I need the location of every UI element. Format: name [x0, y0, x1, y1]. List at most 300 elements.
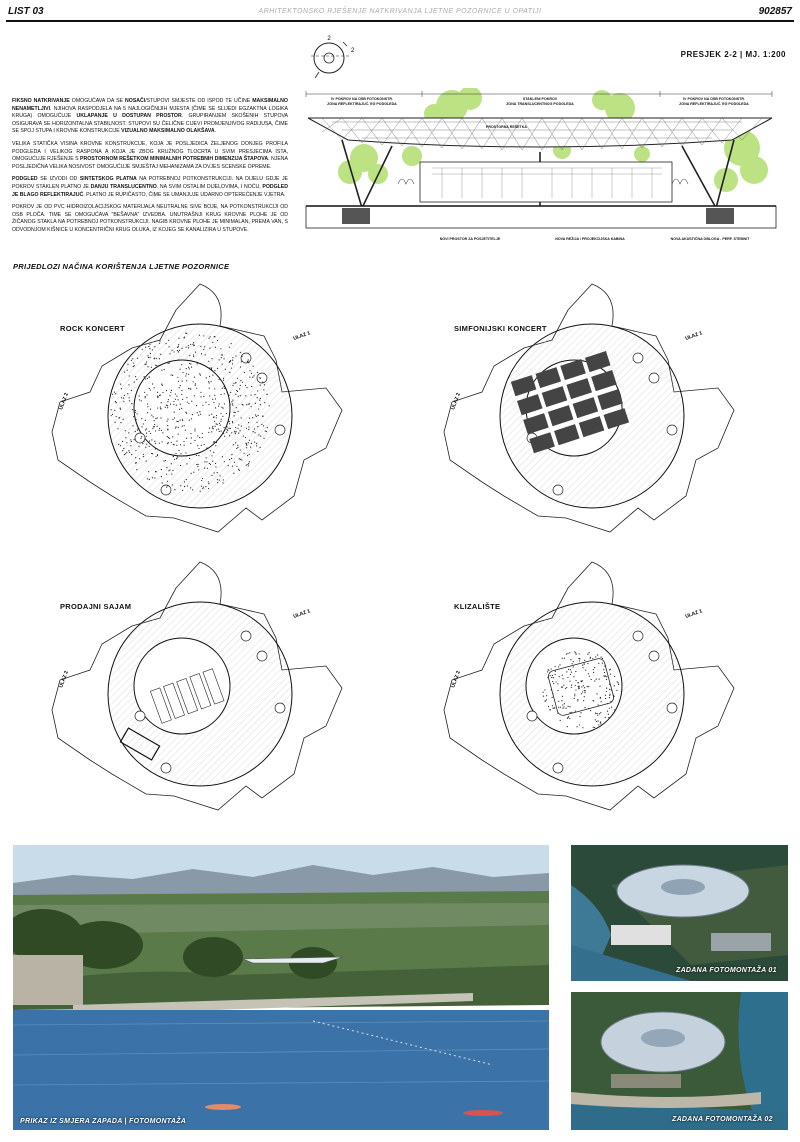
crowd-dot [145, 420, 146, 421]
crowd-dot [550, 709, 551, 710]
crowd-dot [166, 404, 167, 405]
crowd-dot [231, 454, 232, 455]
crowd-dot [246, 465, 247, 466]
crowd-dot [186, 333, 187, 334]
crowd-dot [236, 448, 237, 449]
crowd-dot [232, 422, 233, 423]
crowd-dot [174, 417, 175, 418]
crowd-dot [249, 377, 250, 378]
crowd-dot [590, 710, 591, 711]
crowd-dot [570, 674, 571, 675]
crowd-dot [546, 699, 547, 700]
crowd-dot [157, 397, 158, 398]
crowd-dot [155, 448, 156, 449]
crowd-dot [185, 430, 186, 431]
crowd-dot [235, 382, 236, 383]
crowd-dot [132, 409, 133, 410]
crowd-dot [206, 447, 207, 448]
crowd-dot [145, 364, 146, 365]
crowd-dot [193, 356, 194, 357]
crowd-dot [125, 437, 126, 438]
crowd-dot [122, 419, 123, 420]
crowd-dot [160, 354, 161, 355]
crowd-dot [174, 489, 175, 490]
crowd-dot [135, 412, 136, 413]
crowd-dot [245, 443, 246, 444]
crowd-dot [584, 660, 585, 661]
crowd-dot [124, 395, 125, 396]
crowd-dot [149, 344, 150, 345]
crowd-dot [116, 402, 117, 403]
crowd-dot [582, 691, 583, 692]
plan-sales-fair [50, 560, 350, 820]
crowd-dot [179, 350, 180, 351]
crowd-dot [172, 484, 173, 485]
crowd-dot [208, 361, 209, 362]
crowd-dot [201, 445, 202, 446]
crowd-dot [153, 416, 154, 417]
crowd-dot [249, 418, 250, 419]
entrance-label-1: ULAZ 1 [292, 608, 312, 620]
crowd-dot [146, 460, 147, 461]
crowd-dot [198, 469, 199, 470]
crowd-dot [229, 347, 230, 348]
crowd-dot [139, 458, 140, 459]
crowd-dot [167, 401, 168, 402]
crowd-dot [130, 445, 131, 446]
crowd-dot [215, 407, 216, 408]
crowd-dot [548, 706, 549, 707]
crowd-dot [148, 471, 149, 472]
crowd-dot [598, 704, 599, 705]
crowd-dot [202, 437, 203, 438]
crowd-dot [183, 455, 184, 456]
crowd-dot [208, 481, 209, 482]
plan-label: KLIZALIŠTE [454, 602, 501, 611]
crowd-dot [176, 441, 177, 442]
crowd-dot [144, 376, 145, 377]
crowd-dot [228, 428, 229, 429]
crowd-dot [241, 417, 242, 418]
crowd-dot [150, 409, 151, 410]
crowd-dot [232, 359, 233, 360]
crowd-dot [580, 680, 581, 681]
crowd-dot [238, 469, 239, 470]
crowd-dot [254, 394, 255, 395]
crowd-dot [203, 335, 204, 336]
crowd-dot [606, 679, 607, 680]
crowd-dot [188, 345, 189, 346]
aerial-caption-2: ZADANA FOTOMONTAŽA 02 [672, 1116, 773, 1123]
uses-title: PRIJEDLOZI NAČINA KORIŠTENJA LJETNE POZORNICE [13, 262, 230, 271]
crowd-dot [218, 429, 219, 430]
crowd-dot [189, 420, 190, 421]
crowd-dot [230, 392, 231, 393]
crowd-dot [162, 441, 163, 442]
crowd-dot [221, 407, 222, 408]
crowd-dot [240, 385, 241, 386]
crowd-dot [134, 365, 135, 366]
crowd-dot [124, 454, 125, 455]
crowd-dot [126, 452, 127, 453]
crowd-dot [197, 464, 198, 465]
crowd-dot [567, 653, 568, 654]
crowd-dot [123, 448, 124, 449]
crowd-dot [120, 445, 121, 446]
crowd-dot [155, 456, 156, 457]
crowd-dot [145, 447, 146, 448]
crowd-dot [232, 357, 233, 358]
crowd-dot [194, 440, 195, 441]
crowd-dot [553, 683, 554, 684]
crowd-dot [125, 430, 126, 431]
entrance-label-2: ULAZ 2 [58, 670, 70, 689]
crowd-dot [159, 340, 160, 341]
crowd-dot [562, 658, 563, 659]
crowd-dot [186, 368, 187, 369]
crowd-dot [151, 367, 152, 368]
crowd-dot [215, 445, 216, 446]
crowd-dot [208, 404, 209, 405]
crowd-dot [131, 454, 132, 455]
crowd-dot [133, 362, 134, 363]
crowd-dot [225, 369, 226, 370]
crowd-dot [131, 441, 132, 442]
crowd-dot [584, 696, 585, 697]
crowd-dot [230, 428, 231, 429]
crowd-dot [229, 372, 230, 373]
crowd-dot [116, 416, 117, 417]
crowd-dot [584, 690, 585, 691]
plan-label: SIMFONIJSKI KONCERT [454, 324, 547, 333]
crowd-dot [173, 401, 174, 402]
crowd-dot [193, 472, 194, 473]
crowd-dot [180, 465, 181, 466]
crowd-dot [605, 717, 606, 718]
crowd-dot [604, 672, 605, 673]
crowd-dot [251, 406, 252, 407]
crowd-dot [167, 405, 168, 406]
crowd-dot [254, 432, 255, 433]
crowd-dot [219, 423, 220, 424]
crowd-dot [242, 382, 243, 383]
crowd-dot [233, 473, 234, 474]
crowd-dot [129, 397, 130, 398]
crowd-dot [155, 418, 156, 419]
crowd-dot [209, 415, 210, 416]
crowd-dot [135, 376, 136, 377]
crowd-dot [175, 393, 176, 394]
crowd-dot [209, 427, 210, 428]
crowd-dot [209, 382, 210, 383]
crowd-dot [152, 349, 153, 350]
crowd-dot [167, 481, 168, 482]
crowd-dot [558, 701, 559, 702]
crowd-dot [229, 459, 230, 460]
crowd-dot [237, 445, 238, 446]
crowd-dot [605, 695, 606, 696]
crowd-dot [162, 482, 163, 483]
crowd-dot [149, 348, 150, 349]
crowd-dot [248, 465, 249, 466]
crowd-dot [595, 656, 596, 657]
crowd-dot [579, 653, 580, 654]
crowd-dot [555, 674, 556, 675]
crowd-dot [237, 428, 238, 429]
crowd-dot [169, 362, 170, 363]
section-bottom-label: NOVA AKUSTIČNA OBLOGA - PERF. STEMNIT [670, 237, 750, 241]
crowd-dot [246, 404, 247, 405]
crowd-dot [246, 447, 247, 448]
crowd-dot [573, 676, 574, 677]
crowd-dot [600, 723, 601, 724]
crowd-dot [582, 680, 583, 681]
crowd-dot [581, 686, 582, 687]
crowd-dot [221, 430, 222, 431]
crowd-dot [232, 400, 233, 401]
crowd-dot [607, 711, 608, 712]
crowd-dot [186, 463, 187, 464]
crowd-dot [252, 377, 253, 378]
crowd-dot [582, 667, 583, 668]
crowd-dot [252, 431, 253, 432]
crowd-dot [246, 444, 247, 445]
crowd-dot [136, 379, 137, 380]
crowd-dot [232, 405, 233, 406]
crowd-dot [580, 712, 581, 713]
crowd-dot [233, 412, 234, 413]
crowd-dot [168, 437, 169, 438]
crowd-dot [178, 427, 179, 428]
crowd-dot [154, 387, 155, 388]
crowd-dot [588, 652, 589, 653]
crowd-dot [596, 713, 597, 714]
crowd-dot [614, 709, 615, 710]
crowd-dot [206, 457, 207, 458]
crowd-dot [557, 690, 558, 691]
crowd-dot [180, 420, 181, 421]
crowd-dot [232, 385, 233, 386]
crowd-dot [127, 364, 128, 365]
crowd-dot [231, 458, 232, 459]
crowd-dot [202, 488, 203, 489]
crowd-dot [157, 426, 158, 427]
crowd-dot [228, 465, 229, 466]
crowd-dot [208, 488, 209, 489]
entrance-label-1: ULAZ 1 [684, 330, 704, 342]
crowd-dot [542, 692, 543, 693]
crowd-dot [223, 479, 224, 480]
crowd-dot [135, 450, 136, 451]
section-key-label: 2 [327, 36, 331, 42]
crowd-dot [127, 393, 128, 394]
crowd-dot [257, 390, 258, 391]
crowd-dot [603, 669, 604, 670]
section-label: ZONA REFLEKTIRAJUĆ. EG PODGLEDA [327, 102, 397, 106]
crowd-dot [182, 490, 183, 491]
crowd-dot [609, 689, 610, 690]
crowd-dot [244, 453, 245, 454]
crowd-dot [166, 467, 167, 468]
description-text [12, 98, 288, 240]
crowd-dot [157, 454, 158, 455]
crowd-dot [135, 410, 136, 411]
crowd-dot [188, 367, 189, 368]
crowd-dot [212, 374, 213, 375]
crowd-dot [139, 395, 140, 396]
crowd-dot [164, 369, 165, 370]
crowd-dot [181, 390, 182, 391]
crowd-dot [154, 477, 155, 478]
crowd-dot [560, 720, 561, 721]
crowd-dot [609, 695, 610, 696]
crowd-dot [256, 445, 257, 446]
crowd-dot [256, 422, 257, 423]
section-label: STAKLENI POKROV [522, 97, 558, 101]
crowd-dot [557, 683, 558, 684]
crowd-dot [216, 423, 217, 424]
crowd-dot [176, 421, 177, 422]
crowd-dot [224, 393, 225, 394]
crowd-dot [237, 378, 238, 379]
crowd-dot [609, 708, 610, 709]
crowd-dot [200, 392, 201, 393]
section-label: IV POKROV NA OSB FOTOKONSTR. [683, 97, 745, 101]
crowd-dot [149, 388, 150, 389]
crowd-dot [220, 348, 221, 349]
crowd-dot [248, 426, 249, 427]
crowd-dot [129, 400, 130, 401]
crowd-dot [161, 469, 162, 470]
crowd-dot [232, 403, 233, 404]
crowd-dot [128, 384, 129, 385]
crowd-dot [223, 358, 224, 359]
crowd-dot [576, 726, 577, 727]
crowd-dot [567, 677, 568, 678]
crowd-dot [257, 372, 258, 373]
crowd-dot [141, 400, 142, 401]
crowd-dot [203, 349, 204, 350]
crowd-dot [149, 357, 150, 358]
crowd-dot [246, 387, 247, 388]
crowd-dot [161, 384, 162, 385]
crowd-dot [220, 424, 221, 425]
entry-code: 902857 [758, 6, 792, 17]
paragraph-1: FIKSNO NATKRIVANJE OMOGUĆAVA DA SE NOSAČI/STUPOVI SMJESTE OD ISPOD TE UČINE MAKSIMALNO NENAMETLJIVI. NJIHOVA RASPODJELA NA 5 NAJLOGIČNIJIH MJESTA (ČIME SE SLIJEDI EGZAKTNA LOGIKA KRUGA) OMOGUĆUJE UKLAPANJE U DOSTUPAN PROSTOR. GRUPIRANJEM SKOŠENIH STUPOVA OSIGURAVA SE HORIZONTALNA STABILNOST. STUPOVI SU ČELIČNE CIJEVI PROMJENJIVOG RADIJUSA, ČIME SE SPOJ STUPA I KROVNE KONSTRUKCIJE VIZUALNO MAKSIMALNO OLAKŠAVA. [12, 98, 289, 135]
crowd-dot [222, 354, 223, 355]
crowd-dot [149, 446, 150, 447]
crowd-dot [215, 466, 216, 467]
crowd-dot [220, 475, 221, 476]
crowd-dot [260, 378, 261, 379]
crowd-dot [256, 443, 257, 444]
crowd-dot [200, 375, 201, 376]
crowd-dot [211, 475, 212, 476]
crowd-dot [239, 430, 240, 431]
crowd-dot [160, 417, 161, 418]
crowd-dot [163, 460, 164, 461]
crowd-dot [189, 363, 190, 364]
crowd-dot [241, 459, 242, 460]
crowd-dot [159, 430, 160, 431]
crowd-dot [217, 472, 218, 473]
crowd-dot [168, 399, 169, 400]
crowd-dot [224, 403, 225, 404]
crowd-dot [142, 349, 143, 350]
crowd-dot [122, 450, 123, 451]
crowd-dot [614, 676, 615, 677]
crowd-dot [151, 439, 152, 440]
crowd-dot [247, 455, 248, 456]
crowd-dot [154, 441, 155, 442]
crowd-dot [570, 712, 571, 713]
crowd-dot [211, 455, 212, 456]
crowd-dot [212, 399, 213, 400]
crowd-dot [186, 380, 187, 381]
crowd-dot [554, 666, 555, 667]
crowd-dot [169, 353, 170, 354]
crowd-dot [136, 413, 137, 414]
crowd-dot [187, 485, 188, 486]
crowd-dot [597, 654, 598, 655]
crowd-dot [257, 415, 258, 416]
crowd-dot [572, 663, 573, 664]
crowd-dot [213, 402, 214, 403]
crowd-dot [587, 654, 588, 655]
crowd-dot [189, 458, 190, 459]
paragraph-3: PODGLED SE IZVODI OD SINTETSKOG PLATNA NA POTREBNOJ POTKONSTRUKCIJI. NA DIJELU GDJE JE POKROV STAKLEN PLATNO JE DANJU TRANSLUCENTNO. NA SVIM OSTALIM DIJELOVIMA, I NOĆU, PODGLED JE BLAGO REFLEKTIRAJUĆ. PLATNO JE RUPIČASTO, ČIME SE UMANJUJE UDARNO OPTEREĆENJE VJETRA. [12, 176, 289, 198]
crowd-dot [263, 438, 264, 439]
crowd-dot [145, 397, 146, 398]
crowd-dot [121, 397, 122, 398]
crowd-dot [167, 429, 168, 430]
crowd-dot [135, 419, 136, 420]
crowd-dot [253, 375, 254, 376]
crowd-dot [194, 430, 195, 431]
crowd-dot [128, 432, 129, 433]
crowd-dot [235, 427, 236, 428]
crowd-dot [192, 489, 193, 490]
crowd-dot [211, 358, 212, 359]
crowd-dot [197, 445, 198, 446]
crowd-dot [608, 717, 609, 718]
crowd-dot [235, 433, 236, 434]
crowd-dot [575, 711, 576, 712]
crowd-dot [155, 471, 156, 472]
crowd-dot [574, 651, 575, 652]
crowd-dot [259, 400, 260, 401]
crowd-dot [200, 396, 201, 397]
crowd-dot [169, 469, 170, 470]
crowd-dot [167, 421, 168, 422]
crowd-dot [227, 392, 228, 393]
crowd-dot [594, 680, 595, 681]
crowd-dot [147, 378, 148, 379]
section-key-label: 2 [351, 48, 355, 54]
crowd-dot [603, 675, 604, 676]
crowd-dot [133, 416, 134, 417]
crowd-dot [176, 426, 177, 427]
crowd-dot [220, 394, 221, 395]
crowd-dot [592, 658, 593, 659]
crowd-dot [232, 421, 233, 422]
crowd-dot [172, 436, 173, 437]
crowd-dot [203, 487, 204, 488]
crowd-dot [594, 667, 595, 668]
crowd-dot [181, 394, 182, 395]
crowd-dot [575, 671, 576, 672]
crowd-dot [196, 405, 197, 406]
